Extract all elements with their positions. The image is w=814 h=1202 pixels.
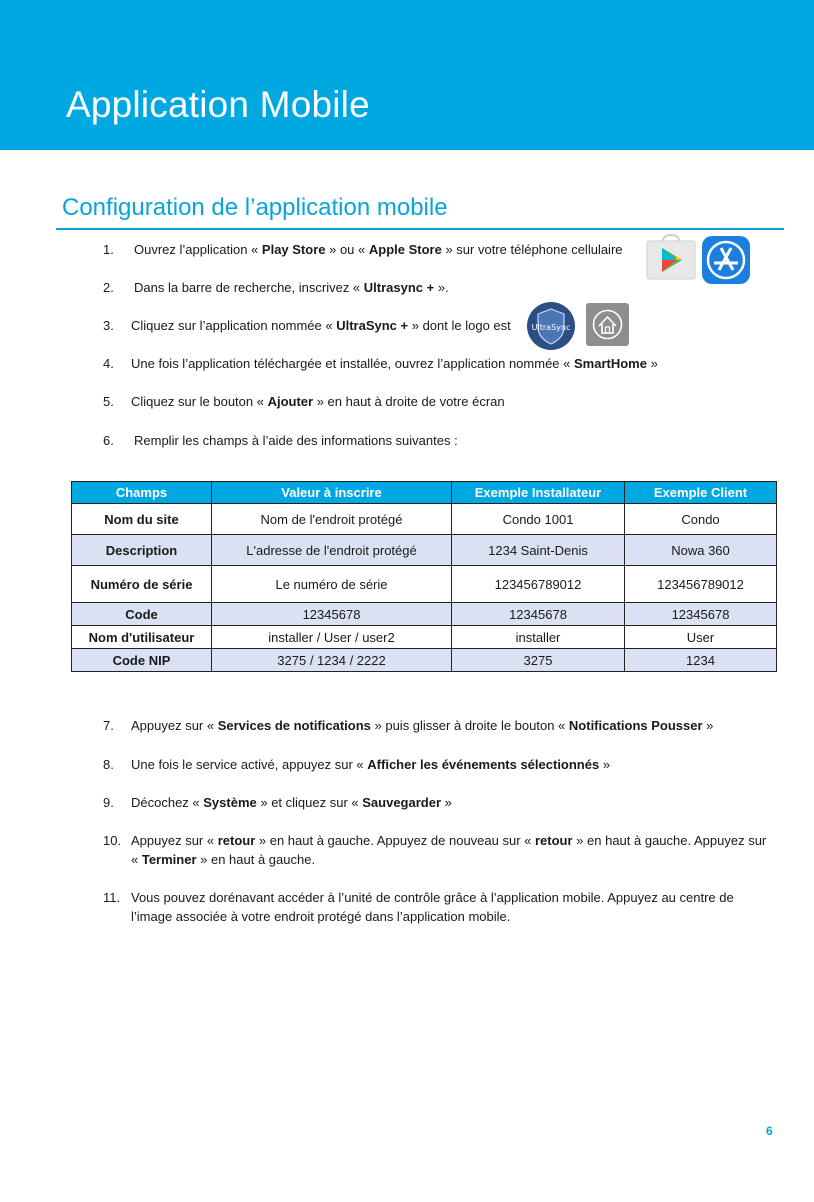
step-text: » puis glisser à droite le bouton « (370, 718, 569, 733)
step-text: » et cliquez sur « (256, 795, 363, 810)
step-keyword: Système (203, 795, 257, 810)
step-number: 7. (103, 718, 114, 733)
table-cell: Code NIP (72, 649, 212, 672)
app-store-icon (702, 236, 750, 284)
step-text: ». (434, 280, 449, 295)
table-cell: 1234 (625, 649, 777, 672)
table-cell: 12345678 (212, 603, 452, 626)
table-cell: Nom d'utilisateur (72, 626, 212, 649)
step-keyword: Services de notifications (217, 718, 371, 733)
step-text: » ou « (325, 242, 369, 257)
table-cell: Condo (625, 504, 777, 535)
step-text: Dans la barre de recherche, inscrivez « (134, 280, 364, 295)
table-cell: Nom de l'endroit protégé (212, 504, 452, 535)
step-text: » (702, 718, 714, 733)
step-keyword: UltraSync + (336, 318, 409, 333)
step-number: 4. (103, 356, 114, 371)
table-cell: Numéro de série (72, 566, 212, 603)
settings-table (71, 481, 777, 672)
table-cell: 1234 Saint-Denis (452, 535, 625, 566)
table-cell: Nom du site (72, 504, 212, 535)
table-cell: 123456789012 (452, 566, 625, 603)
step-text: Une fois l’application téléchargée et installée, ouvrez l’application nommée « (131, 356, 574, 371)
ultrasync-logo-text: UltraSync (531, 323, 571, 332)
ultrasync-logo-icon (526, 301, 576, 351)
table-cell: Condo 1001 (452, 504, 625, 535)
step-keyword: Notifications Pousser (568, 718, 703, 733)
step-text: » en haut à gauche. Appuyez de nouveau sur « (255, 833, 535, 848)
step-text: » en haut à gauche. (196, 852, 316, 867)
step-number: 5. (103, 394, 114, 409)
step-text: Vous pouvez dorénavant accéder à l’unité de contrôle grâce à l’application mobile. Appuyez au centre de l’image associée à votre endroit protégé dans l’application mobile. (131, 890, 734, 924)
table-cell: 12345678 (452, 603, 625, 626)
step-keyword: Ultrasync + (363, 280, 435, 295)
table-cell: User (625, 626, 777, 649)
play-store-icon (646, 234, 696, 280)
table-row (72, 603, 777, 626)
table-cell: installer (452, 626, 625, 649)
step-text: Une fois le service activé, appuyez sur « (131, 757, 368, 772)
step-number: 6. (103, 433, 114, 448)
step-text: Décochez « (131, 795, 204, 810)
step-text: Cliquez sur le bouton « (131, 394, 268, 409)
step-keyword: Play Store (261, 242, 326, 257)
step-number: 11. (103, 890, 121, 905)
step-number: 9. (103, 795, 114, 810)
column-header: Valeur à inscrire (212, 482, 452, 504)
table-row (72, 504, 777, 535)
step-text: Appuyez sur « (131, 833, 218, 848)
column-header: Exemple Installateur (452, 482, 625, 504)
step-keyword: Afficher les événements sélectionnés (367, 757, 600, 772)
section-title: Configuration de l’application mobile (62, 194, 448, 221)
column-header: Champs (72, 482, 212, 504)
table-cell: 12345678 (625, 603, 777, 626)
table-cell: 3275 (452, 649, 625, 672)
step-text: » (599, 757, 611, 772)
step-text: Remplir les champs à l’aide des informations suivantes : (134, 433, 458, 448)
table-cell: Description (72, 535, 212, 566)
step-text: » en haut à gauche. Appuyez sur « (131, 833, 767, 867)
step-keyword: SmartHome (573, 356, 647, 371)
step-text: » dont le logo est (408, 318, 511, 333)
step-text: » sur votre téléphone cellulaire (441, 242, 623, 257)
step-keyword: Ajouter (267, 394, 314, 409)
section-divider (56, 228, 784, 230)
table-row (72, 626, 777, 649)
smarthome-app-icon (586, 303, 629, 346)
table-cell: 3275 / 1234 / 2222 (212, 649, 452, 672)
step-number: 8. (103, 757, 114, 772)
table-cell: Code (72, 603, 212, 626)
table-cell: installer / User / user2 (212, 626, 452, 649)
header-banner (0, 0, 814, 150)
step-keyword: Terminer (141, 852, 197, 867)
step-text: » (441, 795, 452, 810)
step-number: 2. (103, 280, 114, 295)
step-text: » en haut à droite de votre écran (313, 394, 505, 409)
step-text: Appuyez sur « (131, 718, 218, 733)
step-keyword: retour (535, 833, 573, 848)
step-number: 3. (103, 318, 114, 333)
step-number: 1. (103, 242, 114, 257)
step-text: Ouvrez l’application « (134, 242, 262, 257)
column-header: Exemple Client (625, 482, 777, 504)
step-number: 10. (103, 833, 122, 848)
table-cell: Nowa 360 (625, 535, 777, 566)
table-row (72, 535, 777, 566)
page-title: Application Mobile (66, 84, 370, 125)
step-text: » (646, 356, 658, 371)
step-keyword: retour (217, 833, 256, 848)
table-header-row (72, 482, 777, 504)
table-row (72, 566, 777, 603)
table-row (72, 649, 777, 672)
step-keyword: Apple Store (368, 242, 442, 257)
step-keyword: Sauvegarder (362, 795, 442, 810)
table-cell: Le numéro de série (212, 566, 452, 603)
table-cell: 123456789012 (625, 566, 777, 603)
step-text: Cliquez sur l’application nommée « (131, 318, 337, 333)
page-number: 6 (766, 1124, 773, 1138)
table-cell: L'adresse de l'endroit protégé (212, 535, 452, 566)
